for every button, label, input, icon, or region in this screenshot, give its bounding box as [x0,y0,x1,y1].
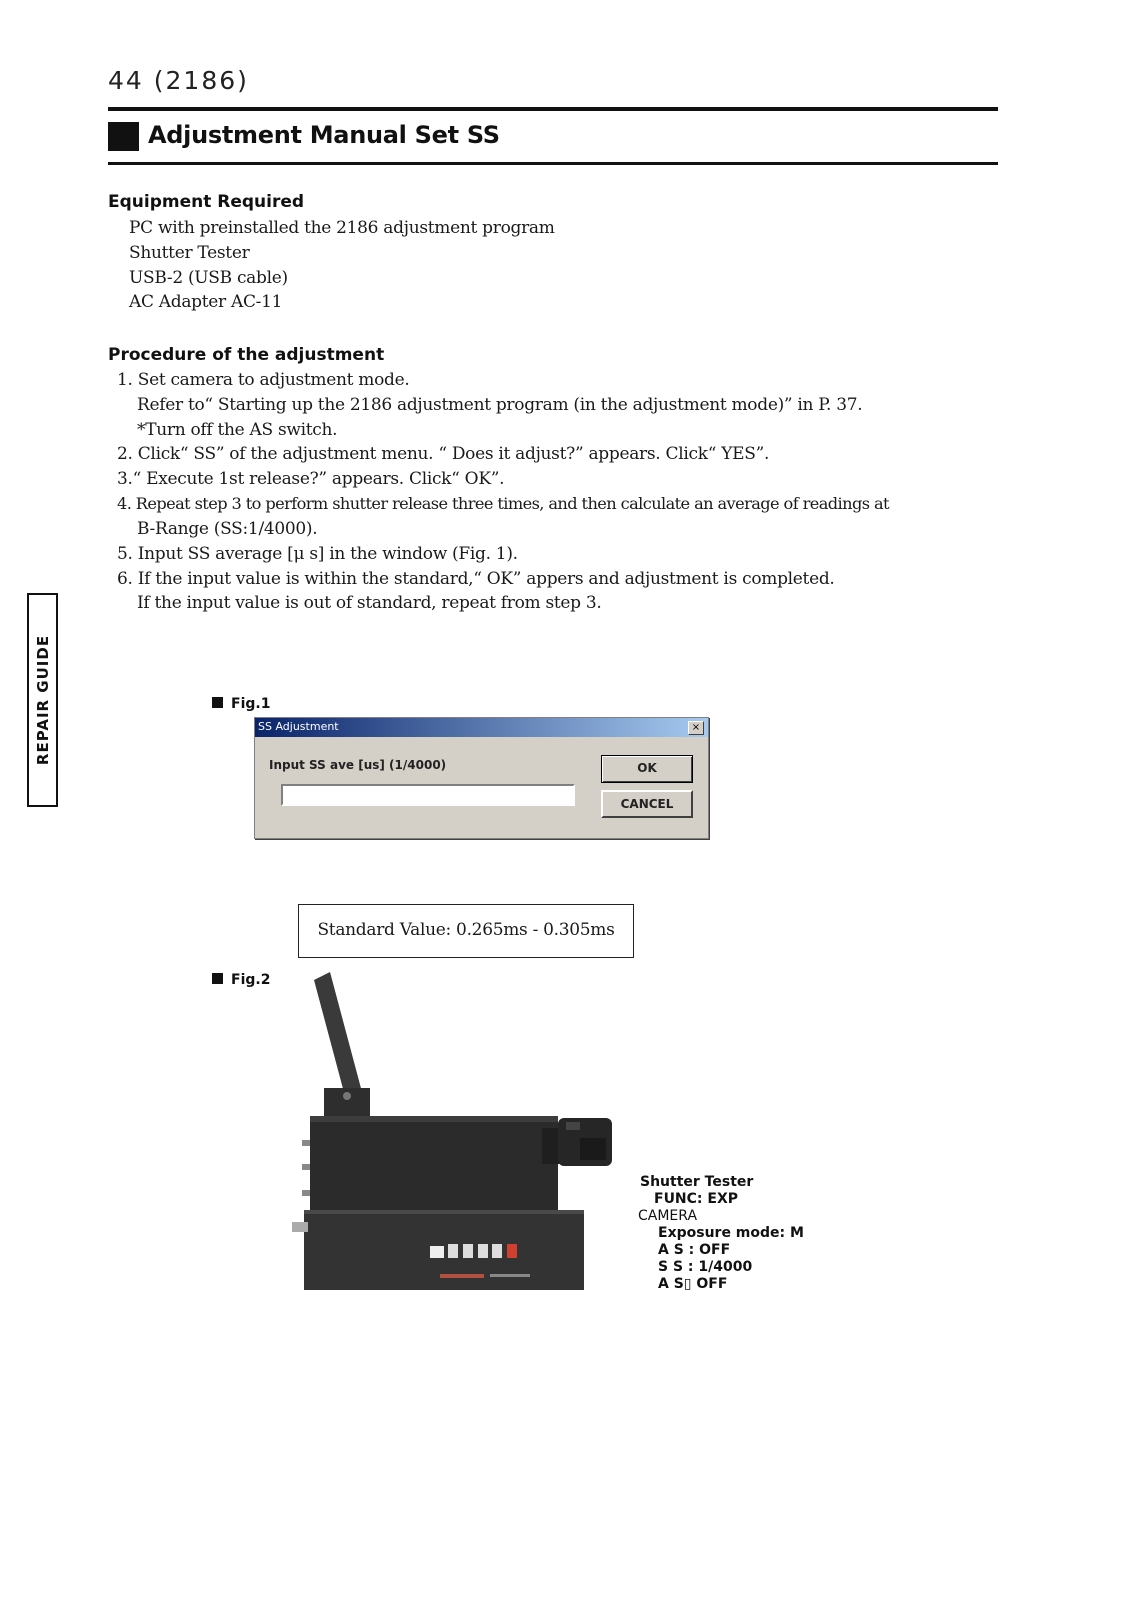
equipment-item: USB-2 (USB cable) [129,268,288,288]
fig-marker-icon [212,973,223,984]
header-rule-top [108,107,998,111]
procedure-heading: Procedure of the adjustment [108,345,385,365]
procedure-step: 6. If the input value is within the standard,“ OK” appers and adjustment is completed. [117,569,835,589]
page-number: 44 (2186) [108,66,249,95]
cancel-button[interactable]: CANCEL [601,790,693,818]
header-rule-bottom [108,162,998,165]
procedure-step-detail: Refer to“ Starting up the 2186 adjustment program (in the adjustment mode)” in P. 37. [137,395,863,415]
procedure-step-detail: If the input value is out of standard, repeat from step 3. [137,593,602,613]
dialog-title: SS Adjustment [258,720,339,733]
procedure-step-detail: *Turn off the AS switch. [137,420,338,440]
tester-red-button [507,1244,517,1258]
page-title: Adjustment Manual Set SS [148,121,500,149]
standard-value-box: Standard Value: 0.265ms - 0.305ms [298,904,634,958]
equipment-item: PC with preinstalled the 2186 adjustment program [129,218,555,238]
ss-average-input[interactable] [281,784,575,806]
procedure-step: 4. Repeat step 3 to perform shutter release three times, and then calculate an average of readings at [117,494,889,513]
equipment-item: Shutter Tester [129,243,250,263]
settings-line: Shutter Tester [640,1174,754,1190]
title-marker [108,122,139,151]
procedure-step: 3.“ Execute 1st release?” appears. Click“ OK”. [117,469,505,489]
procedure-step-detail: B-Range (SS:1/4000). [137,519,318,539]
shutter-tester-photo [280,968,620,1308]
procedure-step: 2. Click“ SS” of the adjustment menu. “ Does it adjust?” appears. Click“ YES”. [117,444,770,464]
settings-line: S S : 1/4000 [658,1259,753,1275]
close-icon[interactable]: × [688,721,704,735]
ss-input-label: Input SS ave [us] (1/4000) [269,758,447,772]
fig-marker-icon [212,697,223,708]
equipment-heading: Equipment Required [108,192,305,212]
settings-line: Exposure mode: M [658,1225,804,1241]
procedure-step: 5. Input SS average [μ s] in the window (Fig. 1). [117,544,518,564]
tester-lid [314,972,362,1100]
settings-line: A S▯ OFF [658,1276,728,1292]
ok-button[interactable]: OK [601,755,693,783]
fig2-label: Fig.2 [212,972,270,988]
side-tab [27,593,58,807]
ss-adjustment-dialog [254,717,709,839]
procedure-step: 1. Set camera to adjustment mode. [117,370,410,390]
equipment-item: AC Adapter AC-11 [129,292,283,312]
fig1-label: Fig.1 [212,696,270,712]
settings-line: A S : OFF [658,1242,731,1258]
settings-line: FUNC: EXP [654,1191,739,1207]
settings-line: CAMERA [638,1208,698,1224]
side-tab-label: REPAIR GUIDE [33,634,52,766]
dialog-titlebar[interactable] [255,718,708,737]
